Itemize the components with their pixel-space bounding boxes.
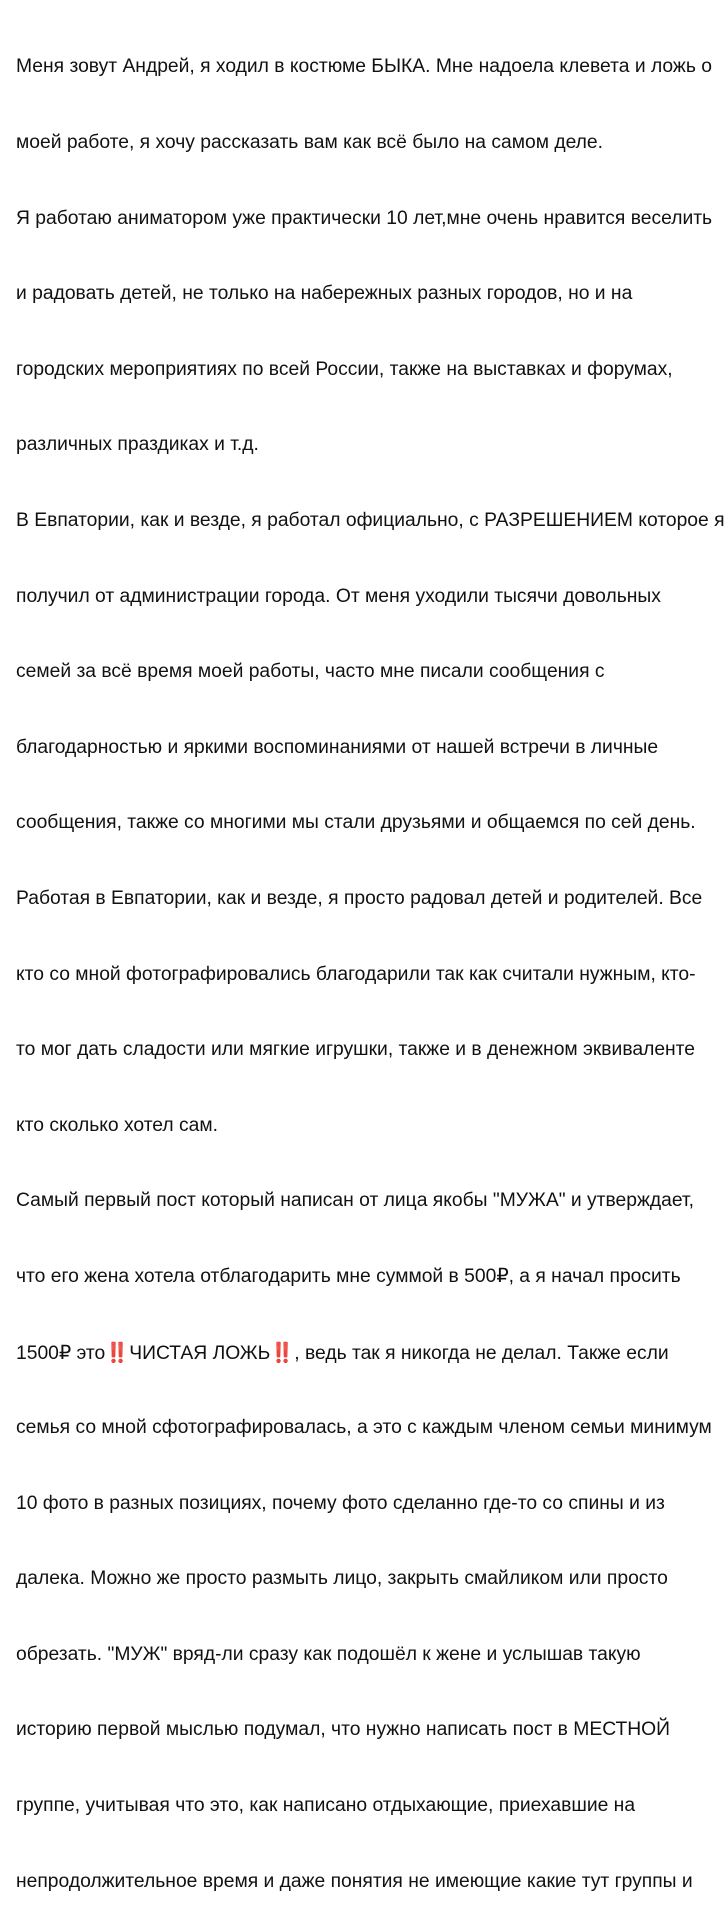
post-line: семья со мной сфотографировалась, а это с каждым членом семьи минимум <box>16 1417 712 1439</box>
post-line: Я работаю аниматором уже практически 10 лет,мне очень нравится веселить <box>16 207 713 229</box>
post-line: семей за всё время моей работы, часто мне писали сообщения с <box>16 661 605 683</box>
post-line: Работая в Евпатории, как и везде, я просто радовал детей и родителей. Все <box>16 887 703 909</box>
double-exclamation-icon: ‼️ <box>105 1340 127 1364</box>
post-line: историю первой мыслью подумал, что нужно написать пост в МЕСТНОЙ <box>16 1719 671 1741</box>
post-line: что его жена хотела отблагодарить мне суммой в 500₽, а я начал просить <box>16 1265 681 1287</box>
post-line: кто со мной фотографировались благодарили так как считали нужным, кто- <box>16 963 696 985</box>
post-line: Меня зовут Андрей, я ходил в костюме БЫКА. Мне надоела клевета и ложь о <box>16 56 712 78</box>
post-line: непродолжительное время и даже понятия не имеющие какие тут группы и <box>16 1870 693 1892</box>
double-exclamation-icon: ‼️ <box>270 1340 292 1364</box>
post-line: кто сколько хотел сам. <box>16 1114 218 1136</box>
post-line: получил от администрации города. От меня уходили тысячи довольных <box>16 585 661 607</box>
post-line: различных праздиках и т.д. <box>16 434 259 456</box>
post-line: обрезать. "МУЖ" вряд-ли сразу как подошёл к жене и услышав такую <box>16 1643 641 1665</box>
post-line: и радовать детей, не только на набережных разных городов, но и на <box>16 283 633 305</box>
line-fragment: 1500₽ это <box>16 1342 106 1364</box>
line-fragment: , ведь так я никогда не делал. Также если <box>294 1342 669 1364</box>
post-line: сообщения, также со многими мы стали друзьями и общаемся по сей день. <box>16 812 696 834</box>
post-line: моей работе, я хочу рассказать вам как всё было на самом деле. <box>16 132 603 153</box>
post-line: группе, учитывая что это, как написано отдыхающие, приехавшие на <box>16 1795 636 1817</box>
post-line: Самый первый пост который написан от лица якобы "МУЖА" и утверждает, <box>16 1190 694 1212</box>
post-line: городских мероприятиях по всей России, также на выставках и форумах, <box>16 358 673 380</box>
post-line: В Евпатории, как и везде, я работал официально, с РАЗРЕШЕНИЕМ которое я <box>16 509 725 531</box>
post-text <box>16 4 725 1919</box>
post-line: 10 фото в разных позициях, почему фото сделанно где-то со спины и из <box>16 1492 665 1514</box>
post-line-with-emoji <box>16 1340 700 1365</box>
post-line: то мог дать сладости или мягкие игрушки, также и в денежном эквиваленте <box>16 1039 696 1061</box>
post-line: благодарностью и яркими воспоминаниями от нашей встречи в личные <box>16 736 659 758</box>
post-line: далека. Можно же просто размыть лицо, закрыть смайликом или просто <box>16 1568 668 1590</box>
line-fragment: ЧИСТАЯ ЛОЖЬ <box>129 1342 271 1364</box>
